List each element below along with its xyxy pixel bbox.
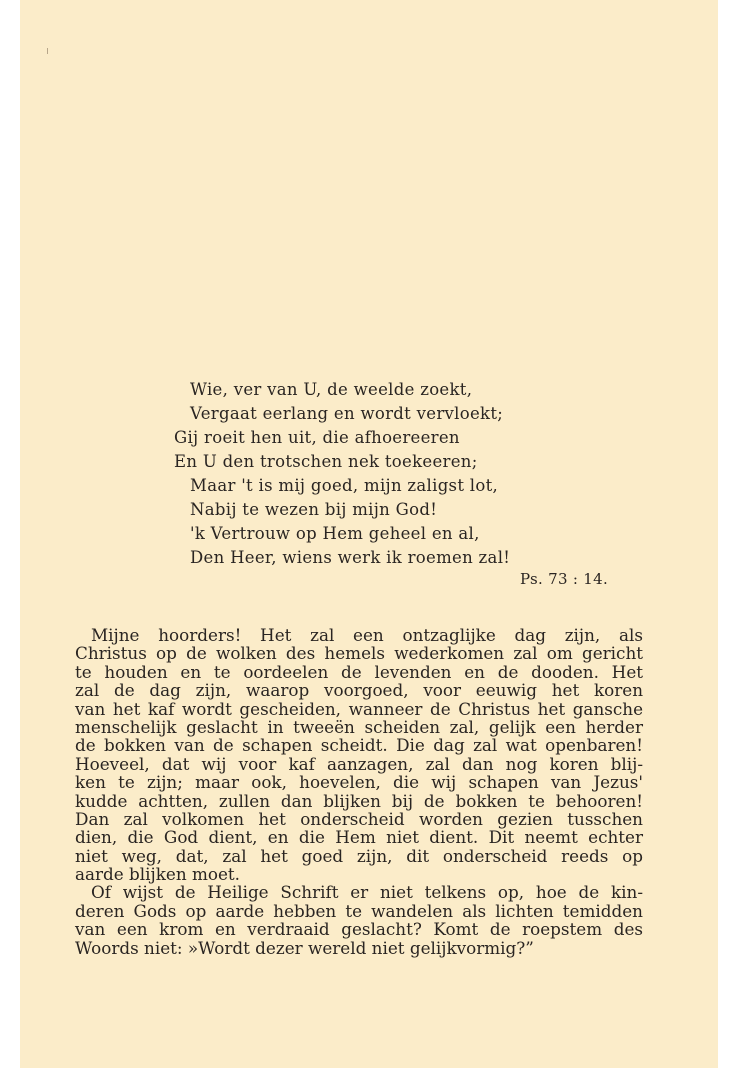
text-line: van een krom en verdraaid geslacht? Komt de roepstem des	[75, 919, 643, 940]
verse-line-2: Vergaat eerlang en wordt vervloekt;	[190, 404, 504, 423]
text-line: Of wijst de Heilige Schrift er niet telkens op, hoe de kin-	[91, 882, 643, 903]
book-page	[20, 0, 718, 1068]
text-line: niet weg, dat, zal het goed zijn, dit onderscheid reeds op	[75, 845, 643, 866]
page-speck	[47, 48, 48, 54]
text-line: te houden en te oordeelen de levenden en de dooden. Het	[75, 661, 643, 682]
text-line: Hoeveel, dat wij voor kaf aanzagen, zal dan nog koren blij-	[75, 753, 643, 774]
text-line: menschelijk geslacht in tweeën scheiden zal, gelijk een herder	[75, 716, 643, 737]
verse-line-1: Wie, ver van U, de weelde zoekt,	[190, 380, 473, 399]
verse-line-4: En U den trotschen nek toekeeren;	[174, 452, 478, 471]
sermon-text	[75, 626, 643, 957]
verse-line-8: Den Heer, wiens werk ik roemen zal!	[190, 548, 511, 567]
text-line: de bokken van de schapen scheidt. Die dag zal wat openbaren!	[75, 735, 643, 756]
verse-line-5: Maar 't is mij goed, mijn zaligst lot,	[190, 476, 499, 495]
text-line: kudde achtten, zullen dan blijken bij de bokken te behooren!	[75, 790, 643, 811]
text-line: Woords niet: »Wordt dezer wereld niet gelijkvormig?”	[75, 937, 534, 958]
verse-line-3: Gij roeit hen uit, die afhoereeren	[174, 428, 460, 447]
text-line: aarde blijken moet.	[75, 864, 240, 885]
text-line: van het kaf wordt gescheiden, wanneer de Christus het gansche	[75, 698, 643, 719]
text-line: Christus op de wolken des hemels wederkomen zal om gericht	[75, 643, 643, 664]
text-line: deren Gods op aarde hebben te wandelen als lichten temidden	[75, 900, 643, 921]
text-line: dien, die God dient, en die Hem niet dient. Dit neemt echter	[75, 827, 643, 848]
text-line: ken te zijn; maar ook, hoevelen, die wij schapen van Jezus'	[75, 772, 643, 793]
verse-line-7: 'k Vertrouw op Hem geheel en al,	[190, 524, 480, 543]
verse-line-6: Nabij te wezen bij mijn God!	[190, 500, 438, 519]
psalm-citation: Ps. 73 : 14.	[520, 570, 609, 588]
text-line: Dan zal volkomen het onderscheid worden gezien tusschen	[75, 808, 643, 829]
text-line: Mijne hoorders! Het zal een ontzaglijke dag zijn, als	[91, 625, 643, 645]
text-line: zal de dag zijn, waarop voorgoed, voor eeuwig het koren	[75, 680, 643, 701]
